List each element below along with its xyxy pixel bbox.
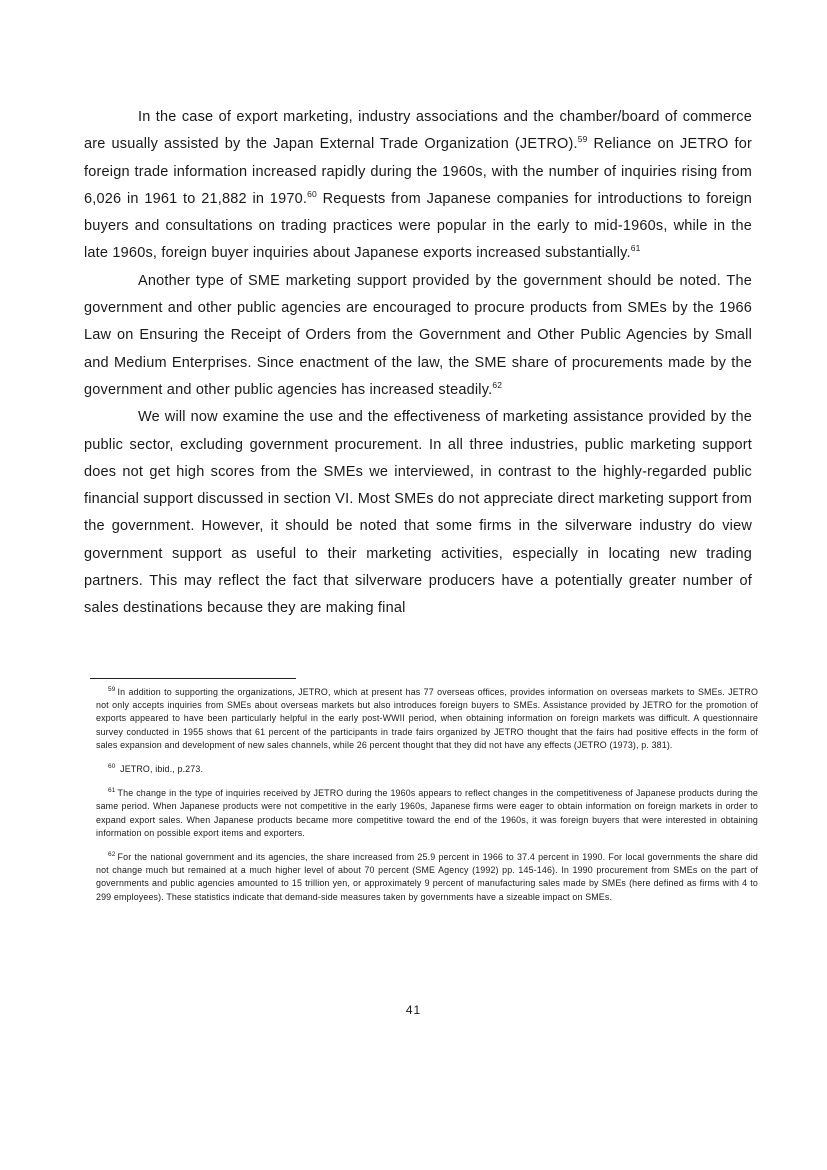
paragraph-text: Reliance on JETRO for foreign trade information increased rapidly during the 1960s, with the number of inquiries rising from 6,026 in 1961 to 21,882 in 1970. bbox=[84, 136, 752, 207]
footnote-mark: 60 bbox=[108, 763, 116, 771]
footnote-mark: 59 bbox=[108, 686, 116, 694]
footnote-61 bbox=[96, 787, 758, 840]
page-number: 41 bbox=[405, 1003, 422, 1017]
paragraph-text: Another type of SME marketing support provided by the government should be noted. The government and other public agencies are encouraged to procure products from SMEs by the 1966 Law on Ensuring the Receipt of Orders from the Government and Other Public Agencies by Small and Medium Enterprises. Since enactment of the law, the SME share of procurements made by the government and other public agencies has increased steadily. bbox=[84, 272, 752, 398]
footnote-mark: 62 bbox=[108, 851, 116, 859]
footnotes bbox=[96, 686, 758, 915]
footnote-reference: 62 bbox=[492, 380, 503, 391]
footnote-60 bbox=[96, 763, 758, 776]
footnote-reference: 60 bbox=[307, 189, 317, 200]
footnote-text: The change in the type of inquiries received by JETRO during the 1960s appears to reflect changes in the competitiveness of Japanese products during the same period. When Japanese products were not competitive in the early 1960s, Japanese firms were eager to obtain information on foreign markets in order to expand export sales. When Japanese products became more competitive toward the end of the 1960s, it was foreign buyers that were interested in obtaining information on possible export items and exporters. bbox=[96, 788, 758, 838]
footnote-reference: 59 bbox=[577, 134, 588, 145]
paragraph-procurement bbox=[84, 268, 752, 404]
paragraph-text: Requests from Japanese companies for introductions to foreign buyers and consultations on trading practices were popular in the early to mid-1960s, while in the late 1960s, foreign buyer inquiries about Japanese exports increased substantially. bbox=[84, 190, 752, 262]
paragraph-export-marketing bbox=[84, 104, 752, 268]
footnote-mark: 61 bbox=[108, 787, 116, 795]
footnote-text: In addition to supporting the organizations, JETRO, which at present has 77 overseas offices, provides information on overseas markets to SMEs. JETRO not only accepts inquiries from SMEs about overseas markets but also introduces foreign buyers to SMEs. Assistance provided by JETRO for the promotion of exports appeared to have been particularly helpful in the early post-WWII period, when obtaining information on foreign markets was difficult. A questionnaire survey conducted in 1955 shows that 61 percent of the participants in trade fairs organized by JETRO thought that the fairs had positive effects in the form of sales expansion and development of new sales channels, while 26 percent thought that they did not have any effects (JETRO (1973), p. 381). bbox=[96, 687, 758, 750]
footnote-text: JETRO, ibid., p.273. bbox=[117, 764, 204, 775]
paragraph-text: In the case of export marketing, industry associations and the chamber/board of commerce are usually assisted by the Japan External Trade Organization (JETRO). bbox=[84, 109, 752, 153]
footnote-separator bbox=[90, 678, 296, 679]
footnote-62 bbox=[96, 851, 758, 904]
body-text bbox=[84, 104, 752, 623]
paragraph-effectiveness bbox=[84, 404, 752, 622]
footnote-text: For the national government and its agencies, the share increased from 25.9 percent in 1966 to 37.4 percent in 1990. For local governments the share did not change much but remained at a much higher level of about 70 percent (SME Agency (1992) pp. 145-146). In 1990 procurement from SMEs on the part of governments and public agencies amounted to 15 trillion yen, or approximately 9 percent of manufacturing sales made by SMEs (here defined as firms with 4 to 299 employees). These statistics indicate that demand-side measures taken by governments have a sizeable impact on SMEs. bbox=[96, 852, 758, 902]
paragraph-text: We will now examine the use and the effectiveness of marketing assistance provided by the public sector, excluding government procurement. In all three industries, public marketing support does not get high scores from the SMEs we interviewed, in contrast to the highly-regarded public financial support discussed in section VI. Most SMEs do not appreciate direct marketing support from the government. However, it should be noted that some firms in the silverware industry do view government support as useful to their marketing activities, especially in locating new trading partners. This may reflect the fact that silverware producers have a potentially greater number of sales destinations because they are making final bbox=[84, 409, 752, 617]
footnote-reference: 61 bbox=[630, 243, 641, 254]
footnote-59 bbox=[96, 686, 758, 752]
